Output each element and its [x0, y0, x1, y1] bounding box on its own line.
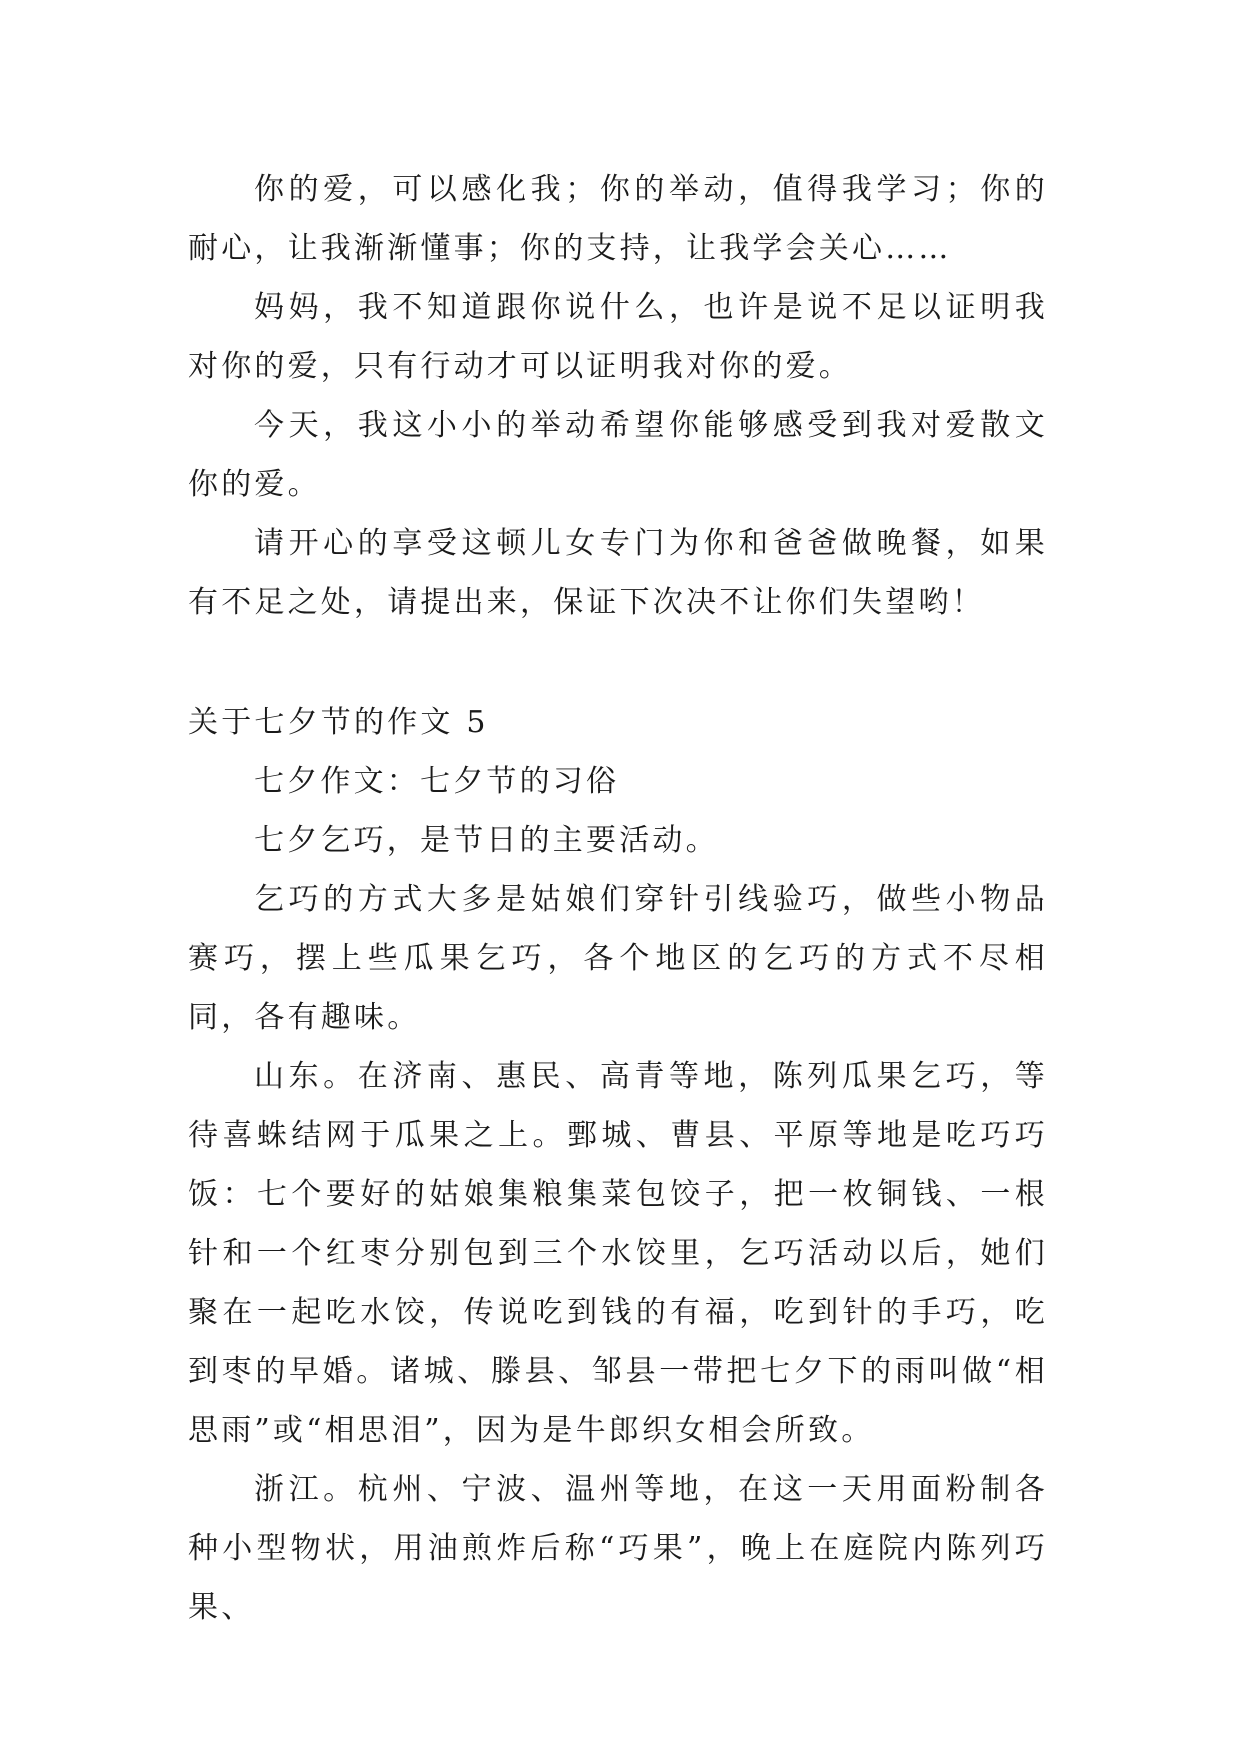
paragraph: 七夕作文：七夕节的习俗 — [254, 764, 620, 799]
paragraph: 山东。在济南、惠民、高青等地，陈列瓜果乞巧，等待喜蛛结网于瓜果之上。鄄城、曹县、平原等地是吃巧巧饭：七个要好的姑娘集粮集菜包饺子，把一枚铜钱、一根针和一个红枣分别包到三个水饺里，乞巧活动以后，她们聚在一起吃水饺，传说吃到钱的有福，吃到针的手巧，吃到枣的早婚。诸城、滕县、邹县一带把七夕下的雨叫做“相思雨”或“相思泪”，因为是牛郎织女相会所致。 — [188, 1059, 1048, 1448]
paragraph: 妈妈，我不知道跟你说什么，也许是说不足以证明我对你的爱，只有行动才可以证明我对你的爱。 — [188, 290, 1048, 384]
paragraph: 浙江。杭州、宁波、温州等地，在这一天用面粉制各种小型物状，用油煎炸后称“巧果”，晚上在庭院内陈列巧果、 — [188, 1472, 1048, 1625]
paragraph: 七夕乞巧，是节日的主要活动。 — [254, 823, 719, 858]
paragraph: 请开心的享受这顿儿女专门为你和爸爸做晚餐，如果有不足之处，请提出来，保证下次决不让你们失望哟！ — [188, 526, 1048, 620]
paragraph: 今天，我这小小的举动希望你能够感受到我对爱散文你的爱。 — [188, 408, 1048, 502]
document-body — [188, 160, 1048, 1637]
paragraph: 乞巧的方式大多是姑娘们穿针引线验巧，做些小物品赛巧，摆上些瓜果乞巧，各个地区的乞巧的方式不尽相同，各有趣味。 — [188, 882, 1048, 1035]
section-title: 关于七夕节的作文 5 — [188, 705, 489, 740]
paragraph: 你的爱，可以感化我；你的举动，值得我学习；你的耐心，让我渐渐懂事；你的支持，让我学会关心…… — [188, 172, 1048, 266]
